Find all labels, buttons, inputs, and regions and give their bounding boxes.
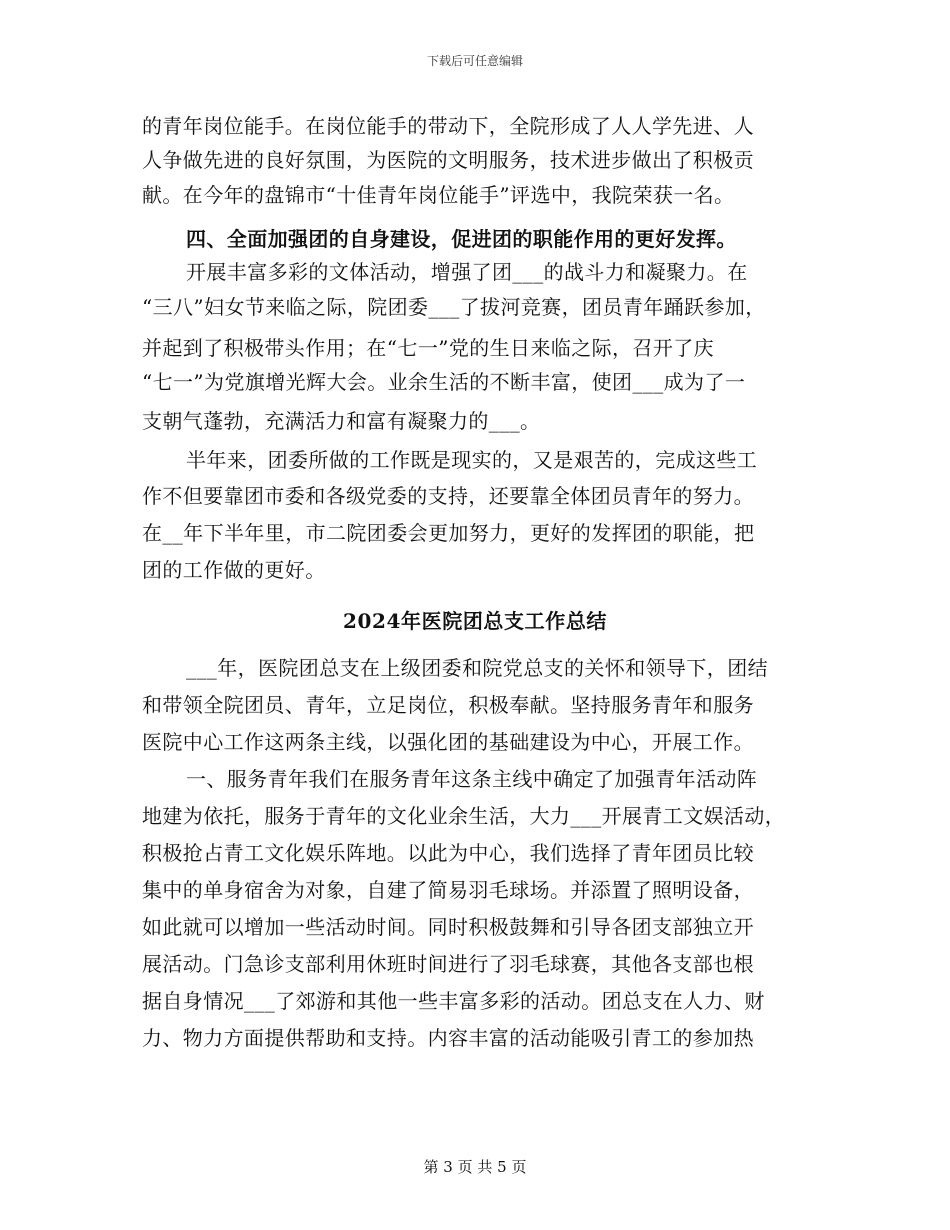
text-line: 据自身情况___了郊游和其他一些丰富多彩的活动。团总支在人力、财 — [142, 989, 765, 1013]
page-header: 下载后可任意编辑 — [426, 54, 523, 68]
text-line: 和带领全院团员、青年，立足岗位，积极奉献。坚持服务青年和服务 — [142, 693, 754, 717]
text-line: 展活动。门急诊支部利用休班时间进行了羽毛球赛，其他各支部也根 — [142, 952, 754, 976]
text-line: 集中的单身宿舍为对象，自建了简易羽毛球场。并添置了照明设备， — [142, 878, 754, 902]
text-line: 作不但要靠团市委和各级党委的支持，还要靠全体团员青年的努力。 — [142, 484, 754, 508]
text-line: 献。在今年的盘锦市“十佳青年岗位能手”评选中，我院荣获一名。 — [142, 183, 735, 207]
text-line: 半年来，团委所做的工作既是现实的，又是艰苦的，完成这些工 — [186, 448, 758, 472]
section-heading: 四、全面加强团的自身建设，促进团的职能作用的更好发挥。 — [186, 227, 737, 251]
text-line: 支朝气蓬勃，充满活力和富有凝聚力的___。 — [142, 409, 541, 433]
text-line: 力、物力方面提供帮助和支持。内容丰富的活动能吸引青工的参加热 — [142, 1026, 754, 1050]
document-title: 2024年医院团总支工作总结 — [342, 609, 608, 633]
text-line: 医院中心工作这两条主线，以强化团的基础建设为中心，开展工作。 — [142, 730, 754, 754]
text-line: 地建为依托，服务于青年的文化业余生活，大力___开展青工文娱活动， — [142, 804, 786, 828]
text-line: 积极抢占青工文化娱乐阵地。以此为中心，我们选择了青年团员比较 — [142, 841, 754, 865]
text-line: 人争做先进的良好氛围，为医院的文明服务，技术进步做出了积极贡 — [142, 148, 754, 172]
text-line: 团的工作做的更好。 — [142, 558, 326, 582]
text-line: 在__年下半年里，市二院团委会更加努力，更好的发挥团的职能，把 — [142, 521, 755, 545]
text-line: “三八”妇女节来临之际，院团委___了拔河竞赛，团员青年踊跃参加， — [142, 295, 766, 319]
text-line: 如此就可以增加一些活动时间。同时积极鼓舞和引导各团支部独立开 — [142, 915, 754, 939]
page-number: 第 3 页 共 5 页 — [423, 1158, 527, 1176]
text-line: 开展丰富多彩的文体活动，增强了团___的战斗力和凝聚力。在 — [186, 260, 748, 284]
text-line: 的青年岗位能手。在岗位能手的带动下，全院形成了人人学先进、人 — [142, 114, 754, 138]
text-line: “七一”为党旗增光辉大会。业余生活的不断丰富，使团___成为了一 — [142, 370, 746, 394]
text-line: 一、服务青年我们在服务青年这条主线中确定了加强青年活动阵 — [186, 767, 758, 791]
text-line: 并起到了积极带头作用；在“七一”党的生日来临之际，召开了庆 — [142, 336, 715, 360]
text-line: ___年，医院团总支在上级团委和院党总支的关怀和领导下，团结 — [186, 656, 768, 680]
